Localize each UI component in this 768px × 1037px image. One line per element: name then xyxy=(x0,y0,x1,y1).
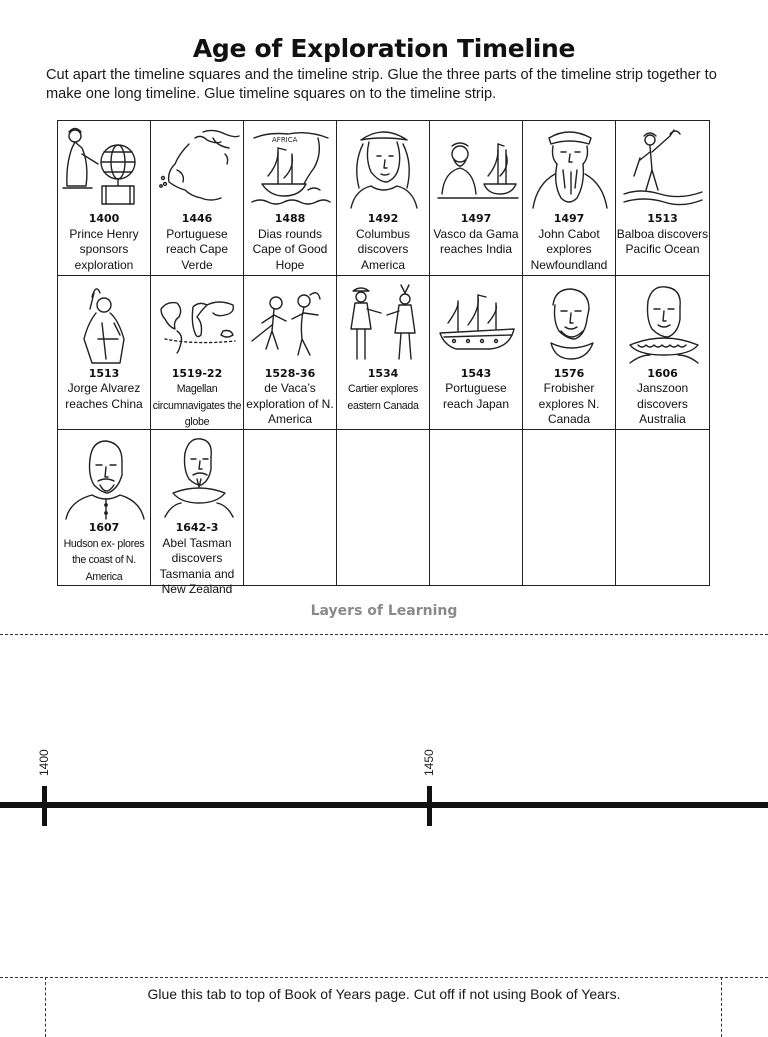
de-vaca-figures-icon xyxy=(248,279,333,365)
timeline-square[interactable] xyxy=(523,276,616,431)
card-year: 1642-3 xyxy=(175,521,219,535)
card-event: Vasco da Gama reaches India xyxy=(433,226,519,256)
brand-logo-text: Layers of Learning xyxy=(310,603,458,619)
timeline-square[interactable] xyxy=(430,276,523,431)
tasman-portrait-icon xyxy=(155,433,240,519)
card-year: 1513 xyxy=(647,212,678,225)
card-year: 1446 xyxy=(181,212,213,225)
card-year: 1492 xyxy=(367,212,399,225)
hudson-portrait-icon xyxy=(62,433,147,519)
card-event: de Vaca’s exploration of N. America xyxy=(246,381,334,427)
columbus-portrait-icon xyxy=(341,124,426,210)
card-event: Dias rounds Cape of Good Hope xyxy=(252,226,328,272)
cabot-portrait-icon xyxy=(527,124,612,210)
africa-coast-map-icon xyxy=(155,124,240,210)
sailing-ship-icon xyxy=(434,279,519,365)
empty-square[interactable] xyxy=(616,430,709,585)
card-event: Columbus discovers America xyxy=(355,226,411,272)
instructions: Cut apart the timeline squares and the timeline strip. Glue the three parts of the timeline strip together to make one long timeline. Glue timeline squares on to the timeline strip. xyxy=(46,67,717,102)
card-event: Balboa discovers Pacific Ocean xyxy=(616,226,709,256)
empty-square[interactable] xyxy=(244,430,337,585)
tick-label: 1400 xyxy=(37,749,51,776)
card-year: 1400 xyxy=(88,212,120,225)
timeline-tick xyxy=(427,786,432,826)
card-event: Magellan circumnavigates the globe xyxy=(152,383,242,429)
timeline-square[interactable] xyxy=(58,121,151,276)
glue-tab-text: Glue this tab to top of Book of Years page. Cut off if not using Book of Years. xyxy=(147,986,621,1002)
timeline-squares-grid xyxy=(57,120,710,597)
card-event: Portuguese reach Japan xyxy=(442,381,510,411)
cartier-figures-icon xyxy=(341,279,426,365)
timeline-square[interactable] xyxy=(616,121,709,276)
timeline-square[interactable] xyxy=(244,121,337,276)
card-year: 1497 xyxy=(553,212,585,225)
timeline-square[interactable] xyxy=(58,276,151,431)
card-year: 1519-22 xyxy=(171,366,223,380)
timeline-square[interactable] xyxy=(337,121,430,276)
frobisher-portrait-icon xyxy=(527,279,612,365)
timeline-square[interactable] xyxy=(244,276,337,431)
timeline-square[interactable] xyxy=(151,121,244,276)
timeline-tick xyxy=(42,786,47,826)
timeline-square[interactable] xyxy=(58,430,151,585)
empty-square[interactable] xyxy=(523,430,616,585)
timeline-square[interactable] xyxy=(430,121,523,276)
timeline-square[interactable] xyxy=(151,430,244,597)
card-year: 1534 xyxy=(367,366,399,380)
globe-man-icon xyxy=(62,124,147,210)
card-year: 1543 xyxy=(460,366,492,380)
cut-line-top[interactable] xyxy=(0,634,768,635)
card-event: Janszoon discovers Australia xyxy=(636,381,689,427)
balboa-figure-icon xyxy=(620,124,705,210)
card-event: Portuguese reach Cape Verde xyxy=(165,226,229,272)
empty-square[interactable] xyxy=(337,430,430,585)
janszoon-portrait-icon xyxy=(620,279,705,365)
timeline-square[interactable] xyxy=(616,276,709,431)
ship-africa-map-icon xyxy=(248,124,333,210)
world-map-icon xyxy=(155,279,240,365)
card-year: 1488 xyxy=(274,212,306,225)
card-event: Hudson ex- plores the coast of N. America xyxy=(63,537,145,583)
card-event: Prince Henry sponsors exploration xyxy=(69,226,139,272)
card-year: 1497 xyxy=(460,212,492,225)
page-title: Age of Exploration Timeline xyxy=(192,34,576,63)
card-event: Cartier explores eastern Canada xyxy=(347,383,419,412)
timeline-square[interactable] xyxy=(151,276,244,431)
timeline-strip[interactable] xyxy=(0,802,768,808)
timeline-square[interactable] xyxy=(523,121,616,276)
card-event: Abel Tasman discovers Tasmania and New Zealand xyxy=(159,535,235,597)
empty-square[interactable] xyxy=(430,430,523,585)
map-label-africa: AFRICA xyxy=(272,136,298,144)
card-year: 1607 xyxy=(88,521,120,535)
alvarez-figure-icon xyxy=(62,279,147,365)
card-event: John Cabot explores Newfoundland xyxy=(530,226,608,272)
card-event: Jorge Alvarez reaches China xyxy=(65,381,143,411)
card-year: 1513 xyxy=(88,366,120,380)
card-event: Frobisher explores N. Canada xyxy=(538,381,600,427)
tick-label: 1450 xyxy=(422,749,436,776)
timeline-square[interactable] xyxy=(337,276,430,431)
vasco-ship-icon xyxy=(434,124,519,210)
card-year: 1606 xyxy=(647,366,678,380)
card-year: 1528-36 xyxy=(264,366,316,380)
card-year: 1576 xyxy=(553,366,585,380)
